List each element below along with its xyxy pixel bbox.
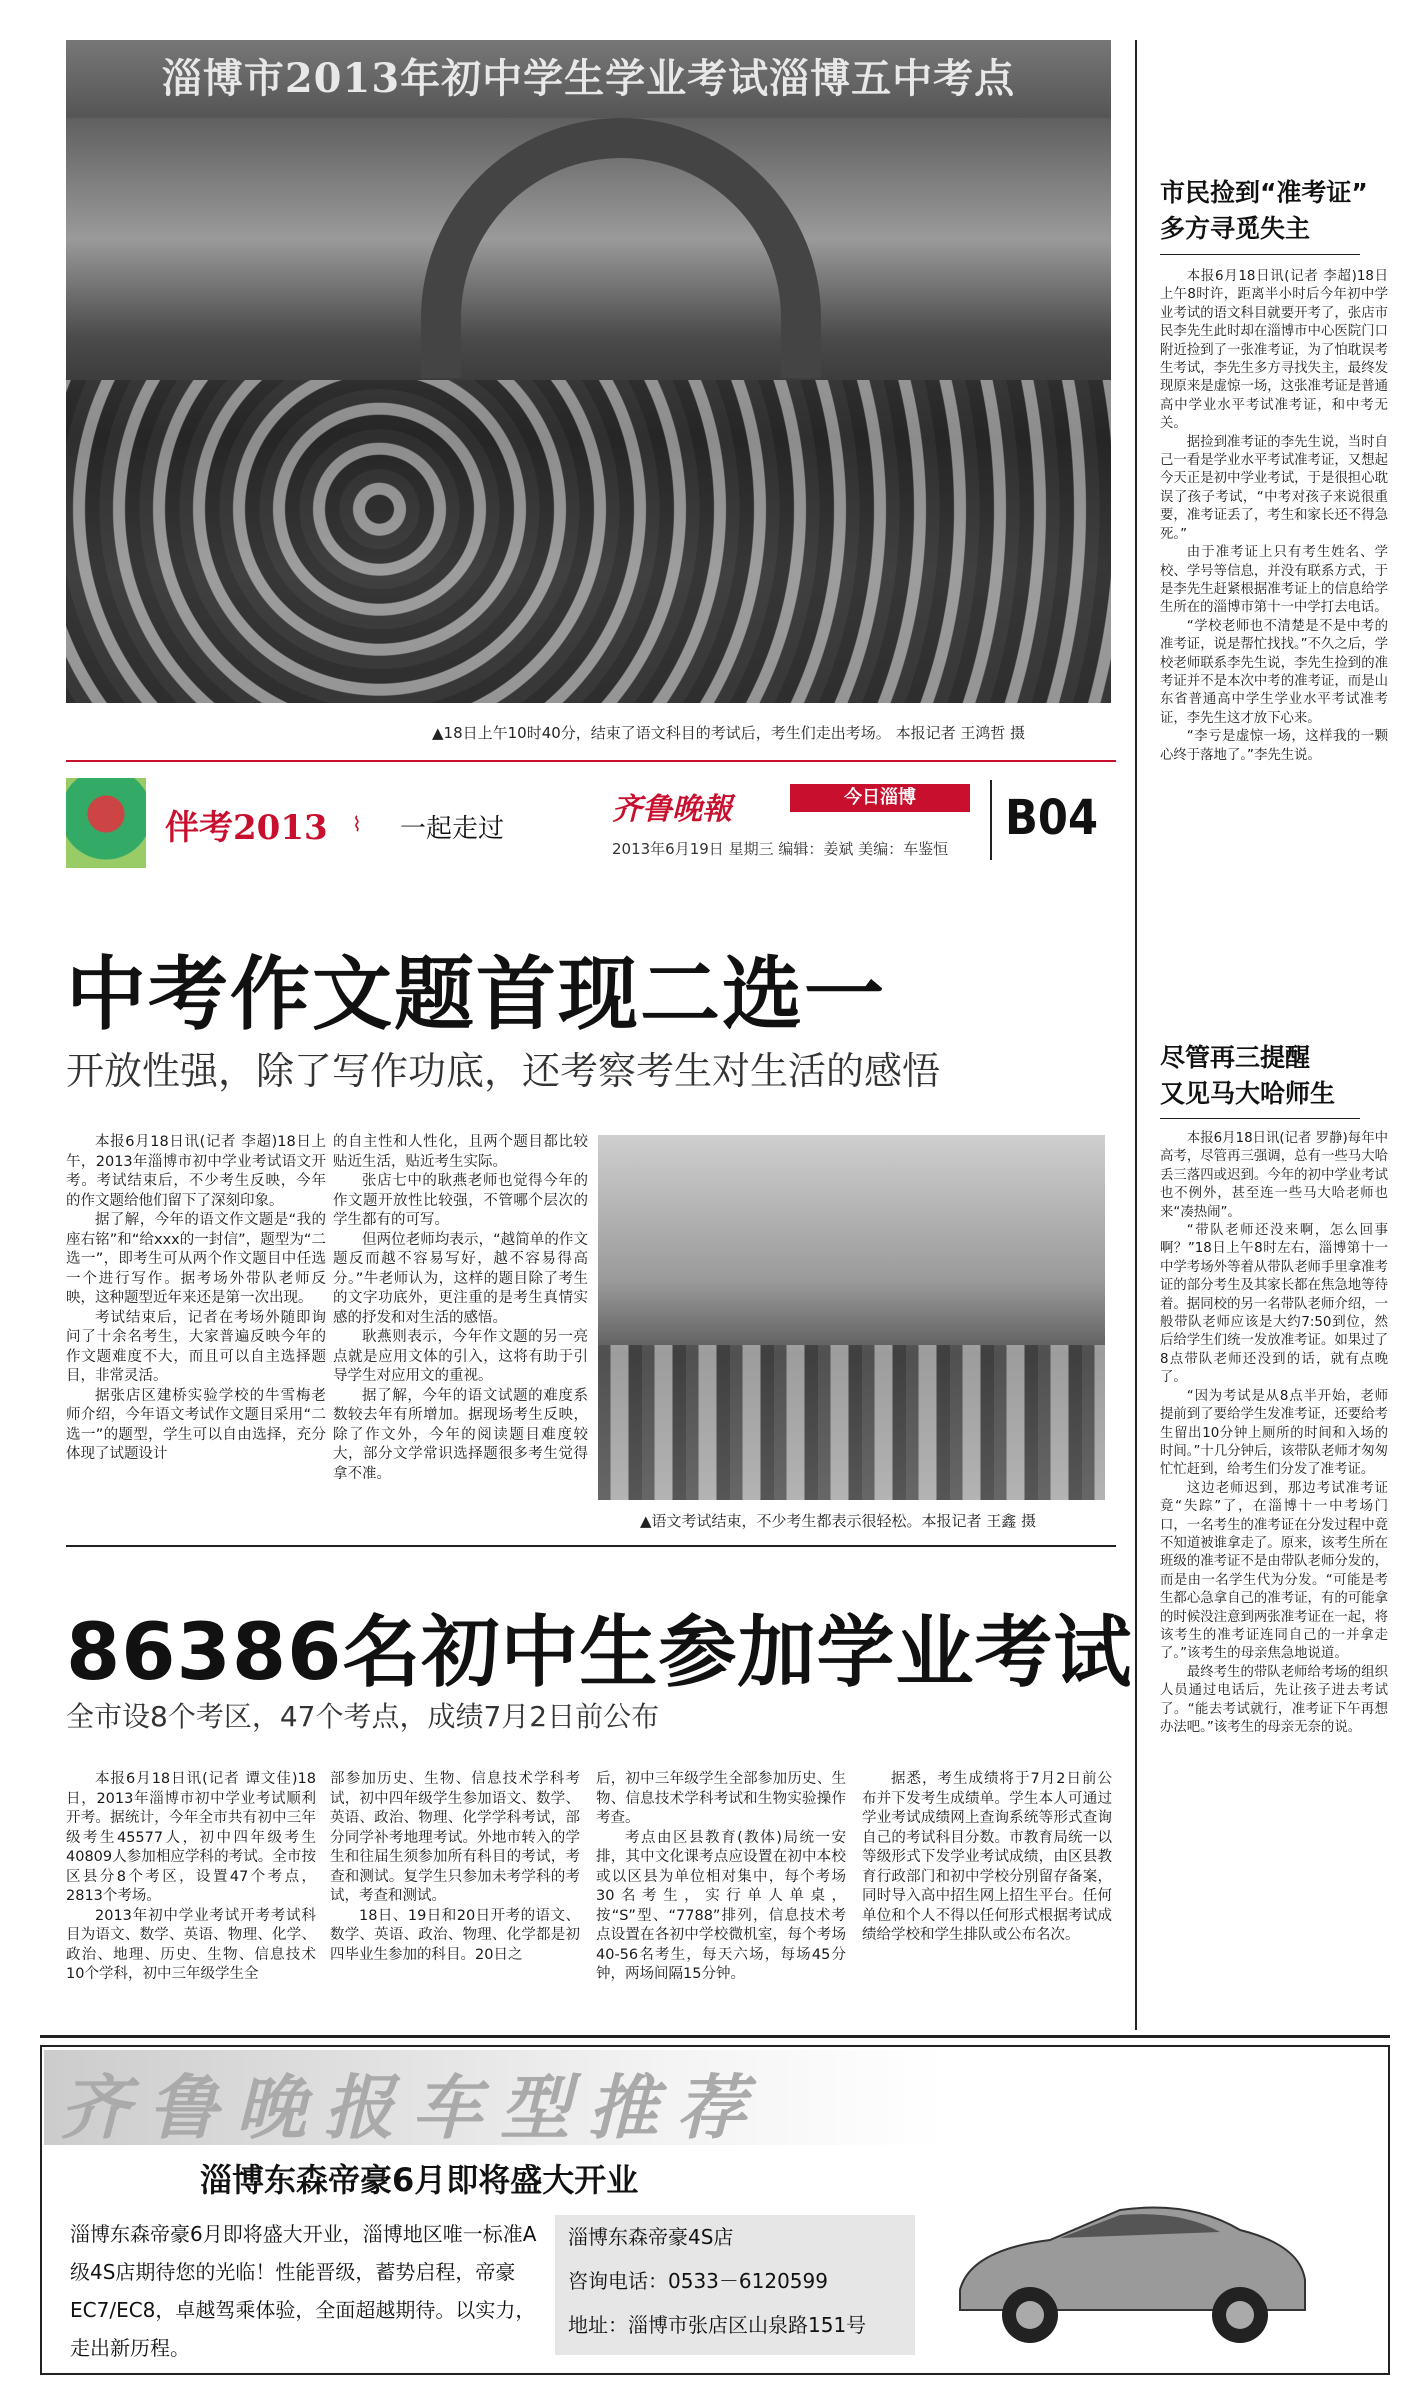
headline-line: 多方寻觅失主 — [1160, 214, 1311, 243]
article2-col1 — [66, 1770, 316, 1985]
paragraph: 张店七中的耿燕老师也觉得今年的作文题开放性比较强，不管哪个层次的学生都有的可写。 — [333, 1173, 588, 1228]
ad-top-rule — [40, 2035, 1390, 2038]
ad-phone: 咨询电话：0533－6120599 — [568, 2269, 828, 2293]
article1-subhead: 开放性强，除了写作功底，还考察考生对生活的感悟 — [66, 1049, 941, 1093]
car-image — [940, 2170, 1320, 2360]
paragraph: 最终考生的带队老师给考场的组织人员通过电话后，先让孩子进去考试了。“能去考试就行，准考证下午再想办法吧。”该考生的母亲无奈的说。 — [1160, 1664, 1388, 1735]
paragraph: 据张店区建桥实验学校的牛雪梅老师介绍，今年语文考试作文题目采用“二选一”的题型，学生可以自由选择，充分体现了试题设计 — [66, 1387, 326, 1462]
paragraph: 据悉，考生成绩将于7月2日前公布并下发考生成绩单。学生本人可通过学业考试成绩网上查询系统等形式查询自己的考试科目分数。市教育局统一以等级形式下发学业考试成绩，由区县教育行政部门和初中学校分别留存备案，同时导入高中招生网上招生平台。任何单位和个人不得以任何形式根据考试成绩给学校和学生排队或公布名次。 — [862, 1771, 1112, 1943]
sidebar1-headline — [1160, 175, 1368, 247]
sidebar2-body — [1160, 1130, 1388, 1737]
paragraph: 18日、19日和20日开考的语文、数学、英语、政治、物理、化学都是初四毕业生参加的科目。20日之 — [330, 1907, 580, 1963]
students-shape — [598, 1345, 1105, 1500]
masthead-divider — [990, 780, 992, 860]
paragraph: 部参加历史、生物、信息技术学科考试，初中四年级学生参加语文、数学、英语、政治、物理、化学学科考试，部分同学补考地理考试。外地市转入的学生和往届生须参加所有科目的考试，考查和测试。复学生只参加未考学科的考试，考查和测试。 — [330, 1771, 580, 1904]
article2-col3 — [596, 1770, 846, 1985]
article1-col2 — [333, 1133, 588, 1484]
headline-line: 市民捡到“准考证” — [1160, 178, 1368, 207]
ad-banner: 齐鲁晚报车型推荐 — [60, 2066, 764, 2149]
ad-body: 淄博东森帝豪6月即将盛大开业，淄博地区唯一标准A级4S店期待您的光临！性能晋级，蓄势启程，帝豪EC7/EC8，卓越驾乘体验，全面超越期待。以实力，走出新历程。 — [70, 2222, 537, 2360]
column-slogan: 一起走过 — [400, 814, 505, 844]
paragraph: 后，初中三年级学生全部参加历史、生物、信息技术学科考试和生物实验操作考查。 — [596, 1771, 846, 1826]
sidebar1-rule — [1160, 254, 1360, 255]
section-tag: 今日淄博 — [790, 784, 970, 812]
paragraph: 由于准考证上只有考生姓名、学校、学号等信息，并没有联系方式，于是李先生赶紧根据准考证上的信息给学生所在的淄博市第十一中学打去电话。 — [1160, 545, 1388, 616]
paragraph: 这边老师迟到，那边考试准考证竟“失踪”了，在淄博十一中考场门口，一名考生的准考证在分发过程中竟不知道被谁拿走了。原来，该考生所在班级的准考证不是由带队老师分发的，而是由一名学生代为分发。“可能是考生都心急拿自己的准考证，有的可能拿的时候没注意到两张准考证在一起，将该考生的准考证连同自己的一并拿走了。”该考生的母亲焦急地说道。 — [1160, 1480, 1388, 1662]
sidebar-divider — [1135, 40, 1137, 2030]
article2-col4 — [862, 1770, 1112, 1946]
paragraph: 考点由区县教育(教体)局统一安排，其中文化课考点应设置在初中本校或以区县为单位相对集中，每个考场30名考生，实行单人单桌，按“S”型、“7788”排列，信息技术考点设置在各初中学校微机室，每个考场40-56名考生，每天六场，每场45分钟，两场间隔15分钟。 — [596, 1829, 846, 1982]
arch-shape — [421, 118, 821, 378]
paragraph: 据捡到准考证的李先生说，当时自己一看是学业水平考试准考证，又想起今天正是初中学业考试，于是很担心耽误了孩子考试，“中考对孩子来说很重要，准考证丢了，考生和家长还不得急死。” — [1160, 434, 1388, 542]
paper-logo: 齐鲁晚報 — [612, 792, 732, 827]
article1-photo-caption: ▲语文考试结束，不少考生都表示很轻松。本报记者 王鑫 摄 — [640, 1512, 1037, 1530]
main-photo — [66, 40, 1111, 703]
ad-title: 淄博东森帝豪6月即将盛大开业 — [200, 2161, 639, 2199]
paragraph: 本报6月18日讯(记者 李超)18日上午，2013年淄博市初中学业考试语文开考。考试结束后，不少考生反映，今年的作文题给他们留下了深刻印象。 — [66, 1134, 326, 1209]
article2-col2 — [330, 1770, 580, 1965]
headline-line: 尽管再三提醒 — [1160, 1043, 1311, 1072]
article1-col1 — [66, 1133, 326, 1465]
sidebar2-rule — [1160, 1118, 1360, 1119]
issue-date: 2013年6月19日 星期三 编辑：姜斌 美编：车鉴恒 — [612, 840, 949, 858]
article2-subhead: 全市设8个考区，47个考点，成绩7月2日前公布 — [66, 1700, 660, 1733]
paragraph: 据了解，今年的语文试题的难度系数较去年有所增加。据现场考生反映，除了作文外，今年的阅读题目难度较大，部分文学常识选择题很多考生觉得拿不准。 — [333, 1387, 588, 1482]
squiggle-icon: ⌇ — [352, 812, 362, 836]
column-logo-photo — [66, 778, 146, 868]
article2-headline: 86386名初中生参加学业考试 — [66, 1608, 1133, 1698]
photo-banner: 淄博市2013年初中学生学业考试淄博五中考点 — [66, 40, 1111, 118]
paragraph: 本报6月18日讯(记者 罗静)每年中高考，尽管再三强调，总有一些马大哈丢三落四或迟到。今年的初中学业考试也不例外，甚至连一些马大哈老师也来“凑热闹”。 — [1160, 1131, 1388, 1220]
paragraph: “带队老师还没来啊，怎么回事啊？”18日上午8时左右，淄博第十一中学考场外等着从带队老师手里拿准考证的部分考生及其家长都在焦急地等待着。据同校的另一名带队老师介绍，一般带队老师应该是大约7:50到位，然后给学生们统一发放准考证。如果过了8点带队老师还没到的话，就有点晚了。 — [1160, 1223, 1388, 1386]
article1-photo — [598, 1135, 1105, 1500]
paragraph: 本报6月18日讯(记者 李超)18日上午8时许，距离半小时后今年初中学业考试的语文科目就要开考了，张店市民李先生此时却在淄博市中心医院门口附近捡到了一张准考证，为了怕耽误考生考试，李先生多方寻找失主，最终发现原来是虚惊一场，这张准考证是普通高中学业水平考试准考证，和中考无关。 — [1160, 269, 1388, 432]
paragraph: 本报6月18日讯(记者 谭文佳)18日，2013年淄博市初中学业考试顺利开考。据统计，今年全市共有初中三年级考生45577人，初中四年级考生40809人参加相应学科的考试。全市按区县分8个考区，设置47个考点，2813个考场。 — [66, 1771, 316, 1904]
ad-dealer: 淄博东森帝豪4S店 — [568, 2225, 734, 2249]
paragraph: 据了解，今年的语文作文题是“我的座右铭”和“给xxx的一封信”，题型为“二选一”，即考生可从两个作文题目中任选一个进行写作。据考场外带队老师反映，这种题型近年来还是第一次出现。 — [66, 1212, 326, 1306]
section-rule — [66, 1545, 1116, 1547]
paragraph: 但两位老师均表示，“越简单的作文题反而越不容易写好，越不容易得高分。”牛老师认为，这样的题目除了考生的文字功底外，更注重的是考生真情实感的抒发和对生活的感悟。 — [333, 1231, 588, 1326]
page-number: B04 — [1005, 790, 1098, 846]
crowd-shape — [66, 380, 1111, 703]
sidebar2-headline — [1160, 1040, 1335, 1112]
paragraph: “因为考试是从8点半开始，老师提前到了要给学生发准考证，还要给考生留出10分钟上厕所的时间和入场的时间。”十几分钟后，该带队老师才匆匆忙忙赶到，给考生们分发了准考证。 — [1160, 1388, 1388, 1478]
sidebar1-body — [1160, 268, 1388, 765]
paragraph: 耿燕则表示，今年作文题的另一亮点就是应用文体的引入，这将有助于引导学生对应用文的重视。 — [333, 1329, 588, 1384]
paragraph: “学校老师也不清楚是不是中考的准考证，说是帮忙找找。”不久之后，学校老师联系李先生说，李先生捡到的准考证并不是本次中考的准考证，而是山东省普通高中学生学业水平考试准考证，李先生这才放下心来。 — [1160, 618, 1388, 726]
article1-headline: 中考作文题首现二选一 — [66, 948, 886, 1041]
column-name: 伴考2013 — [165, 808, 328, 848]
main-photo-caption: ▲18日上午10时40分，结束了语文科目的考试后，考生们走出考场。 本报记者 王鸿哲 摄 — [432, 724, 1026, 742]
paragraph: 2013年初中学业考试开考考试科目为语文、数学、英语、物理、化学、政治、地理、历史、生物、信息技术10个学科，初中三年级学生全 — [66, 1907, 316, 1982]
ad-address: 地址：淄博市张店区山泉路151号 — [568, 2313, 867, 2337]
masthead-rule — [66, 760, 1116, 762]
paragraph: 的自主性和人性化，且两个题目都比较贴近生活，贴近考生实际。 — [333, 1134, 588, 1170]
headline-line: 又见马大哈师生 — [1160, 1079, 1336, 1108]
paragraph: 考试结束后，记者在考场外随即询问了十余名考生，大家普遍反映今年的作文题难度不大，而且可以自主选择题目，非常灵活。 — [66, 1309, 326, 1384]
paragraph: “李亏是虚惊一场，这样我的一颗心终于落地了。”李先生说。 — [1160, 729, 1388, 763]
